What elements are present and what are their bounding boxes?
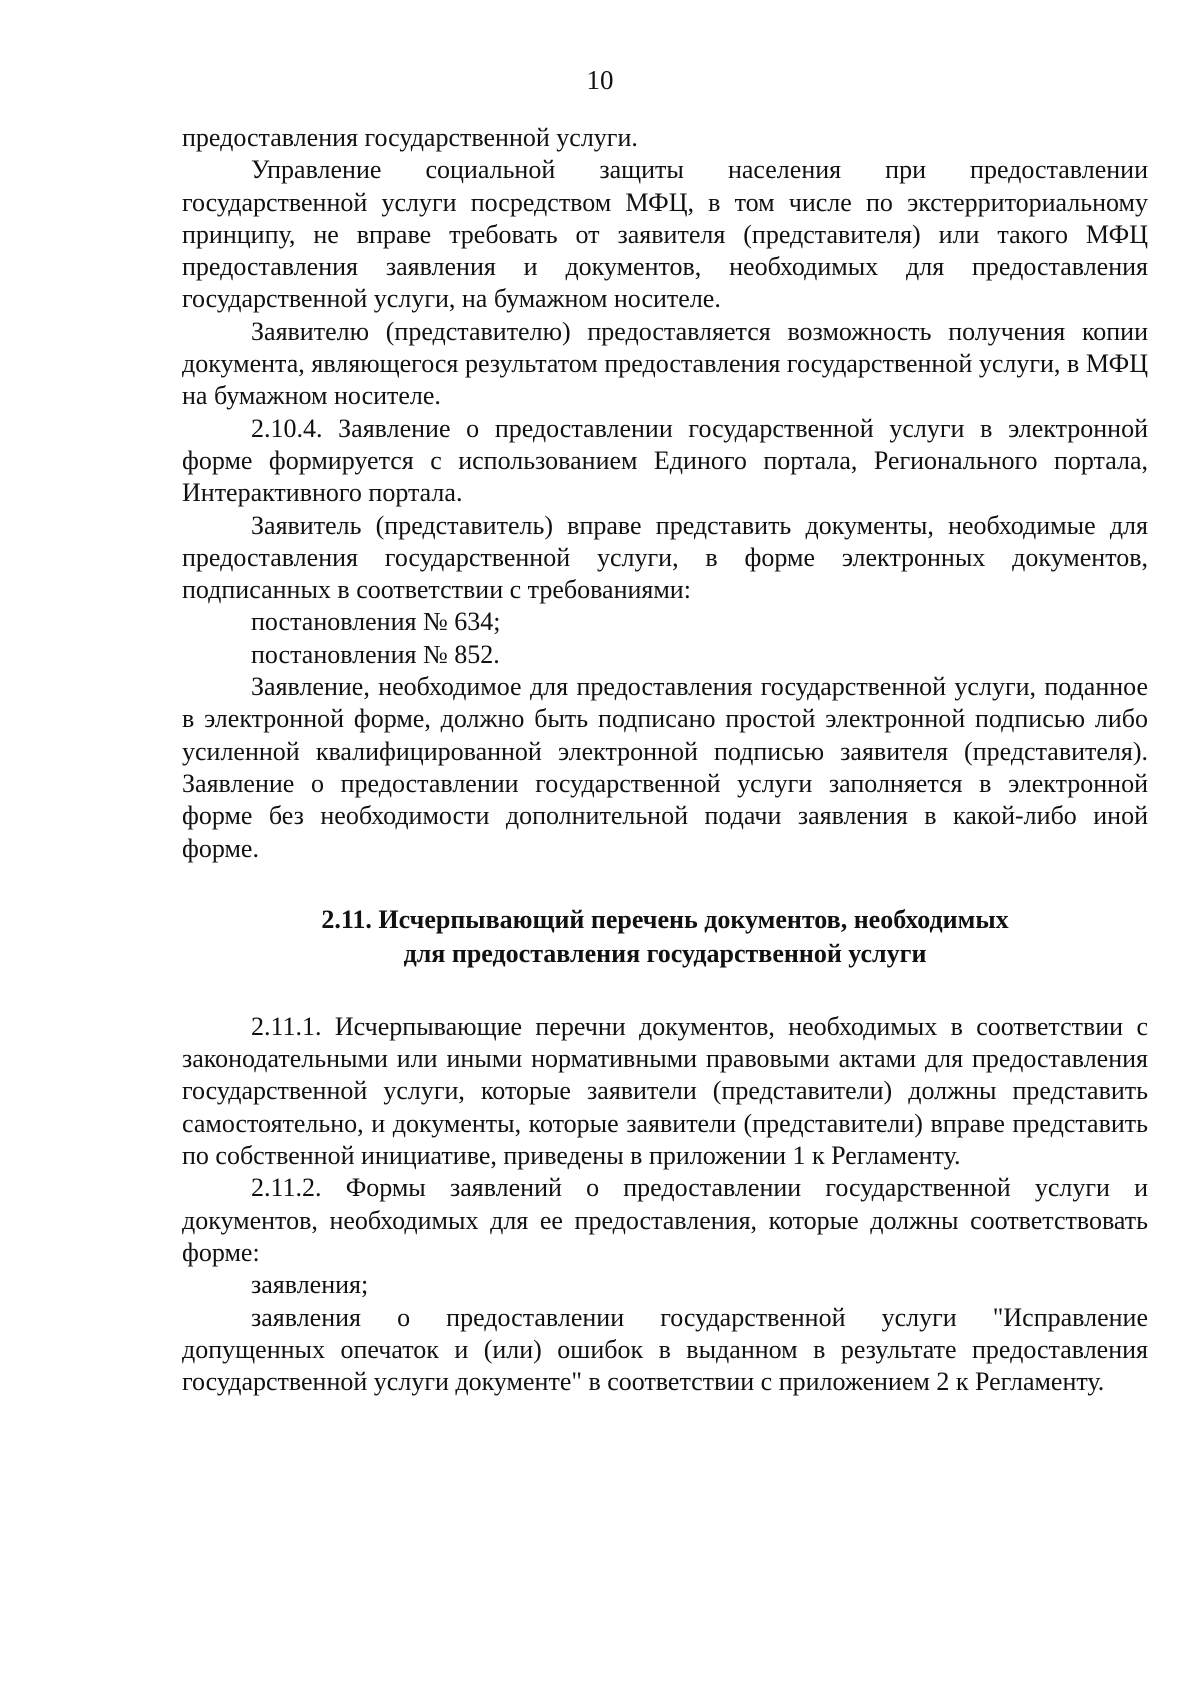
paragraph: постановления № 634;	[251, 607, 501, 637]
paragraph: постановления № 852.	[251, 639, 500, 669]
paragraph: Заявителю (представителю) предоставляется возможность получения копии документа, являющегося результатом предоставления государственной услуги, в МФЦ на бумажном носителе.	[182, 316, 1148, 411]
section-heading	[182, 903, 1148, 971]
paragraph: Заявитель (представитель) вправе представить документы, необходимые для предоставления государственной услуги, в форме электронных документов, подписанных в соответствии с требованиями:	[182, 510, 1148, 605]
paragraph: заявления о предоставлении государственной услуги "Исправление допущенных опечаток и (или) ошибок в выданном в результате предоставления государственной услуги документе" в соответствии с приложением 2 к Регламенту.	[182, 1302, 1148, 1397]
document-body	[182, 122, 1148, 1398]
section-heading-line: 2.11. Исчерпывающий перечень документов, необходимых	[321, 904, 1009, 934]
paragraph: 2.10.4. Заявление о предоставлении государственной услуги в электронной форме формируется с использованием Единого портала, Регионального портала, Интерактивного портала.	[182, 413, 1148, 508]
paragraph: предоставления государственной услуги.	[182, 123, 638, 152]
paragraph: Заявление, необходимое для предоставления государственной услуги, поданное в электронной форме, должно быть подписано простой электронной подписью либо усиленной квалифицированной электронной подписью заявителя (представителя). Заявление о предоставлении государственной услуги заполняется в электронной форме без необходимости дополнительной подачи заявления в какой-либо иной форме.	[182, 672, 1148, 863]
paragraph: 2.11.1. Исчерпывающие перечни документов, необходимых в соответствии с законодательными или иными нормативными правовыми актами для предоставления государственной услуги, которые заявители (представители) должны представить самостоятельно, и документы, которые заявители (представители) вправе представить по собственной инициативе, приведены в приложении 1 к Регламенту.	[182, 1011, 1148, 1171]
page-number: 10	[586, 65, 614, 95]
section-heading-line: для предоставления государственной услуги	[403, 938, 927, 968]
paragraph: Управление социальной защиты населения при предоставлении государственной услуги посредством МФЦ, в том числе по экстерриториальному принципу, не вправе требовать от заявителя (представителя) или такого МФЦ предоставления заявления и документов, необходимых для предоставления государственной услуги, на бумажном носителе.	[182, 155, 1148, 314]
paragraph: 2.11.2. Формы заявлений о предоставлении государственной услуги и документов, необходимых для ее предоставления, которые должны соответствовать форме:	[182, 1173, 1148, 1267]
paragraph: заявления;	[251, 1270, 369, 1300]
